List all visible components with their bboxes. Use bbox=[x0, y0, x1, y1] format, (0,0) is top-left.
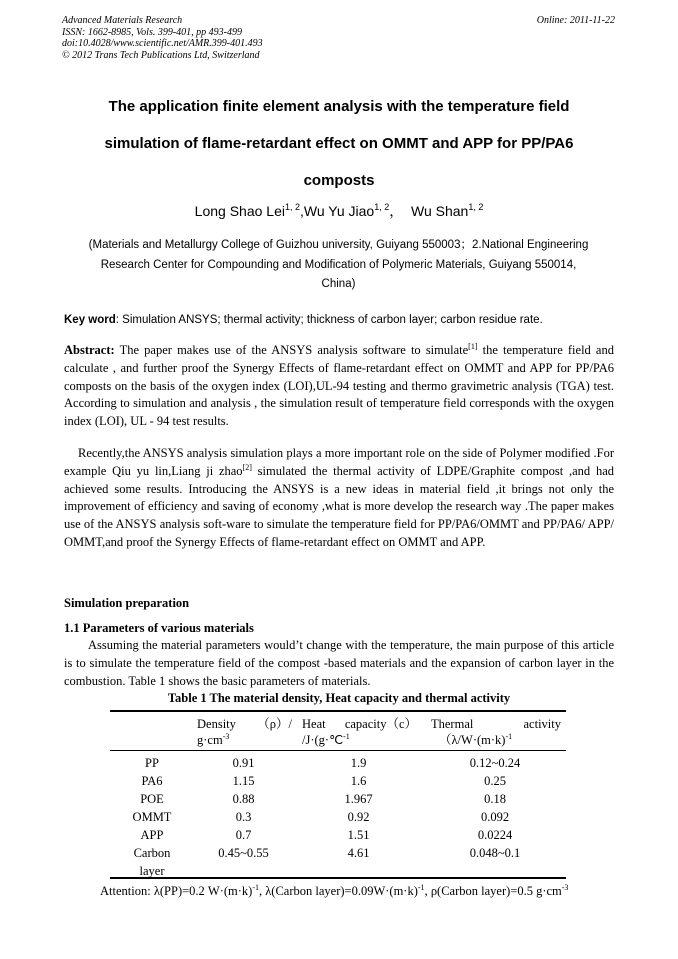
table-row bbox=[110, 754, 566, 772]
keyword-text: : Simulation ANSYS; thermal activity; thickness of carbon layer; carbon residue rate. bbox=[115, 314, 543, 326]
cell-thermal-activity: 0.0224 bbox=[477, 828, 513, 842]
table-row bbox=[110, 808, 566, 826]
author-list bbox=[60, 200, 618, 222]
cell-material: APP bbox=[140, 828, 164, 842]
journal-name: Advanced Materials Research bbox=[62, 15, 183, 26]
header-unit: （λ/W·(m·k) bbox=[439, 733, 506, 747]
cell-heat-capacity: 1.6 bbox=[350, 774, 367, 788]
cell-heat-capacity: 1.9 bbox=[350, 756, 367, 770]
title-line-1: The application finite element analysis with the temperature field bbox=[108, 98, 570, 115]
table-attention-note bbox=[100, 882, 620, 900]
author-affiliation-mark: 1, 2 bbox=[284, 202, 300, 212]
cell-heat-capacity bbox=[293, 862, 424, 880]
cell-thermal-activity: 0.18 bbox=[484, 792, 506, 806]
copyright-line: © 2012 Trans Tech Publications Ltd, Switzerland bbox=[62, 49, 260, 61]
cell-density: 0.45~0.55 bbox=[218, 846, 269, 860]
cell-thermal-activity bbox=[424, 862, 566, 880]
cell-material: PA6 bbox=[141, 774, 163, 788]
header-text: Density bbox=[197, 717, 236, 731]
table-top-rule bbox=[110, 710, 566, 712]
author-affiliation-mark: 1, 2 bbox=[468, 202, 484, 212]
note-exponent: -1 bbox=[417, 883, 425, 892]
issn-line: ISSN: 1662-8985, Vols. 399-401, pp 493-499 bbox=[62, 26, 242, 38]
section-heading: Simulation preparation bbox=[64, 596, 190, 610]
keywords bbox=[64, 311, 617, 329]
cell-material: layer bbox=[139, 864, 165, 878]
author-name: Wu Yu Jiao bbox=[303, 203, 375, 219]
abstract-label: Abstract: bbox=[64, 343, 115, 357]
intro-text: Recently,the ANSYS analysis simulation plays a more important role on the side of Polymer modified .For example Qiu yu lin,Liang ji zhao bbox=[64, 446, 614, 478]
cell-material: POE bbox=[140, 792, 164, 806]
table-header-heat-capacity bbox=[302, 716, 417, 748]
author-affiliation-mark: 1, 2 bbox=[374, 202, 390, 212]
cell-density bbox=[194, 862, 293, 880]
header-text: Thermal bbox=[431, 717, 474, 731]
table-header-thermal-activity bbox=[431, 716, 561, 748]
cell-heat-capacity: 1.51 bbox=[347, 828, 370, 842]
cell-material: Carbon bbox=[133, 846, 171, 860]
subsection-heading: 1.1 Parameters of various materials bbox=[64, 621, 254, 635]
intro-paragraph bbox=[64, 445, 614, 552]
affiliation-line-2: Research Center for Compounding and Modification of Polymeric Materials, Guiyang 550014, bbox=[100, 258, 577, 271]
table-caption: Table 1 The material density, Heat capacity and thermal activity bbox=[167, 691, 511, 705]
cell-thermal-activity: 0.092 bbox=[480, 810, 510, 824]
cell-density: 0.3 bbox=[235, 810, 252, 824]
author-separator: ， bbox=[389, 203, 404, 219]
title-line-2: simulation of flame-retardant effect on OMMT and APP for PP/PA6 bbox=[104, 135, 574, 152]
table-row bbox=[110, 862, 566, 880]
affiliation-line-1: (Materials and Metallurgy College of Guizhou university, Guiyang 550003；2.National Engineering bbox=[88, 239, 589, 251]
table-row bbox=[110, 844, 566, 862]
cell-density: 1.15 bbox=[232, 774, 255, 788]
header-text: activity bbox=[523, 717, 561, 731]
table-header-density bbox=[197, 716, 292, 748]
online-date: Online: 2011-11-22 bbox=[536, 15, 615, 26]
author-name: Long Shao Lei bbox=[194, 203, 285, 219]
parameters-paragraph: Assuming the material parameters would’t change with the temperature, the main purpose of this article is to simulate the temperature field of the compost -based materials and the expansion of carbon layer in the combustion. Table 1 shows the basic parameters of materials. bbox=[64, 638, 614, 688]
header-exponent: -1 bbox=[505, 732, 513, 741]
cell-density: 0.88 bbox=[232, 792, 255, 806]
cell-density: 0.91 bbox=[232, 756, 255, 770]
abstract-text: the temperature field and calculate , and further proof the Synergy Effects of flame-retardant effect on OMMT and APP for PP/PA6 composts on the basis of the oxygen index (LOI),UL-94 testing and thermo gravimetric analysis (TGA) test. According to simulation and analysis , the simulation result of temperature field corresponds with the oxygen index (LOI), UL - 94 test results. bbox=[64, 343, 614, 429]
cell-material: PP bbox=[145, 756, 159, 770]
header-text: （ρ）/ bbox=[257, 717, 292, 731]
note-text: , ρ(Carbon layer)=0.5 g·cm bbox=[424, 884, 562, 898]
cell-thermal-activity: 0.12~0.24 bbox=[469, 756, 521, 770]
cell-material: OMMT bbox=[132, 810, 172, 824]
citation-ref: [1] bbox=[468, 342, 478, 351]
cell-heat-capacity: 1.967 bbox=[344, 792, 373, 806]
journal-header bbox=[62, 15, 615, 61]
paper-title bbox=[60, 88, 618, 199]
doi-line: doi:10.4028/www.scientific.net/AMR.399-401.493 bbox=[62, 38, 263, 49]
cell-heat-capacity: 0.92 bbox=[347, 810, 370, 824]
cell-thermal-activity: 0.048~0.1 bbox=[469, 846, 521, 860]
table-row bbox=[110, 772, 566, 790]
affiliation-line-3: China) bbox=[321, 278, 356, 290]
abstract-text: The paper makes use of the ANSYS analysis software to simulate bbox=[114, 343, 469, 357]
table-row bbox=[110, 826, 566, 844]
header-text: Heat bbox=[302, 717, 326, 731]
header-exponent: -1 bbox=[343, 732, 350, 741]
citation-ref: [2] bbox=[242, 462, 252, 472]
note-exponent: -3 bbox=[561, 883, 569, 892]
cell-thermal-activity: 0.25 bbox=[484, 774, 506, 788]
title-line-3: composts bbox=[303, 172, 375, 189]
header-unit: g·cm bbox=[197, 733, 223, 747]
header-text: capacity（c） bbox=[344, 717, 417, 731]
intro-text: simulated the thermal activity of LDPE/Graphite compost ,and had achieved some results. Introducing the ANSYS is a new ideas in material field ,it brings not only the improvement of efficiency and saving of economy ,what is more develop the research way .The paper makes use of the ANSYS analysis soft-ware to simulate the temperature field for PP/PA6/OMMT and PP/PA6/ APP/ OMMT,and proof the Synergy Effects of flame-retardant effect on OMMT and APP. bbox=[64, 463, 614, 549]
abstract bbox=[64, 342, 614, 431]
table-header-rule bbox=[110, 750, 566, 751]
affiliation bbox=[62, 236, 615, 295]
note-text: Attention: λ(PP)=0.2 W·(m·k) bbox=[100, 884, 253, 898]
table-row bbox=[110, 790, 566, 808]
author-separator: , bbox=[299, 203, 304, 219]
cell-density: 0.7 bbox=[235, 828, 252, 842]
note-text: , λ(Carbon layer)=0.09W·(m·k) bbox=[259, 884, 418, 898]
cell-heat-capacity: 4.61 bbox=[347, 846, 370, 860]
note-exponent: -1 bbox=[252, 883, 259, 892]
table-body bbox=[110, 754, 566, 880]
author-name: Wu Shan bbox=[410, 203, 469, 219]
keyword-label: Key word bbox=[64, 314, 116, 326]
header-unit: /J·(g·℃ bbox=[302, 733, 344, 747]
header-exponent: -3 bbox=[222, 732, 230, 741]
